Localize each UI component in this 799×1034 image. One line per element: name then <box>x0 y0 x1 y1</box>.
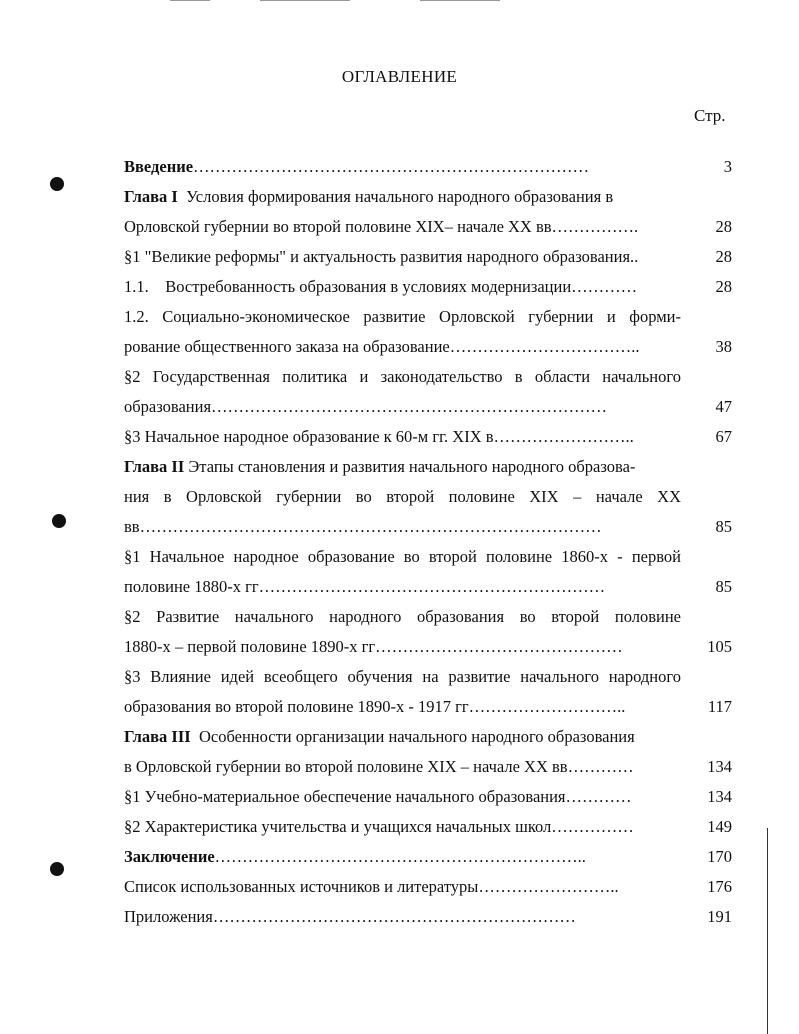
toc-entry-subsection-1-1[interactable] <box>124 272 732 302</box>
toc-entry-sources[interactable] <box>124 872 732 902</box>
toc-page-number: 38 <box>715 337 732 356</box>
toc-page-number: 85 <box>715 577 732 596</box>
toc-entry-section-3-2[interactable] <box>124 812 732 842</box>
toc-page-number: 149 <box>707 817 732 836</box>
toc-entry-text: Список использованных источников и литературы…………………….. <box>124 877 619 896</box>
toc-entry-text: образования во второй половине 1890-х - 1917 гг……………………….. <box>124 697 626 716</box>
scan-edge-line <box>767 828 768 1034</box>
toc-entry-text: §1 Начальное народное образование во второй половине 1860-х - первой <box>124 547 681 566</box>
toc-page-number: 85 <box>715 517 732 536</box>
toc-entry-text: Орловской губернии во второй половине XIX– начале XX вв……………. <box>124 217 639 236</box>
toc-entry-text: ния в Орловской губернии во второй половине XIX – начале XX <box>124 487 681 506</box>
toc-entry-text: рование общественного заказа на образование…………………………….. <box>124 337 640 356</box>
toc-page-number: 28 <box>715 277 732 296</box>
toc-entry-section-3-1[interactable] <box>124 782 732 812</box>
toc-page-number: 67 <box>715 427 732 446</box>
toc-entry-section-2-2-cont <box>124 632 732 662</box>
toc-entry-section-1-2-cont <box>124 392 732 422</box>
toc-entry-chapter-1-cont <box>124 212 732 242</box>
toc-page-number: 28 <box>715 217 732 236</box>
toc-entry-chapter-2[interactable] <box>124 452 732 482</box>
toc-page-number: 176 <box>707 877 732 896</box>
toc-entry-conclusion[interactable] <box>124 842 732 872</box>
table-of-contents <box>124 152 732 932</box>
toc-entry-text: 1880-х – первой половине 1890-х гг……………………………………… <box>124 637 623 656</box>
toc-page-number: 105 <box>707 637 732 656</box>
toc-entry-text: Этапы становления и развития начального народного образова- <box>188 457 636 476</box>
toc-page-number: 117 <box>707 697 732 716</box>
toc-entry-text: §1 "Великие реформы" и актуальность развития народного образования.. <box>124 247 639 266</box>
scan-edge-mark <box>170 0 210 1</box>
toc-entry-text: §3 Начальное народное образование к 60-м гг. XIX в…………………….. <box>124 427 634 446</box>
toc-chapter-label: Глава III <box>124 727 191 746</box>
toc-entry-text: §3 Влияние идей всеобщего обучения на развитие начального народного <box>124 667 681 686</box>
toc-page-number: 191 <box>707 907 732 926</box>
toc-entry-section-2-1[interactable] <box>124 542 732 572</box>
toc-entry-section-1-2[interactable] <box>124 362 732 392</box>
toc-entry-text: Приложения………………………………………………………… <box>124 907 576 926</box>
toc-entry-section-1-1[interactable] <box>124 242 732 272</box>
toc-page-number: 3 <box>723 157 732 176</box>
toc-entry-section-2-3-cont <box>124 692 732 722</box>
toc-page-number: 47 <box>715 397 732 416</box>
toc-entry-subsection-1-2[interactable] <box>124 302 732 332</box>
toc-entry-text: §2 Государственная политика и законодательство в области начального <box>124 367 681 386</box>
toc-entry-text: Особенности организации начального народного образования <box>198 727 635 746</box>
toc-entry-subsection-1-2-cont <box>124 332 732 362</box>
toc-page-number: 28 <box>715 247 732 266</box>
toc-entry-text: в Орловской губернии во второй половине XIX – начале XX вв………… <box>124 757 634 776</box>
toc-entry-text: образования……………………………………………………………… <box>124 397 608 416</box>
punch-hole-icon <box>52 514 66 528</box>
punch-hole-icon <box>50 177 64 191</box>
toc-entry-label: Заключение <box>124 847 215 866</box>
toc-entry-chapter-3[interactable] <box>124 722 732 752</box>
page-column-label: Стр. <box>694 106 726 125</box>
toc-page-number: 134 <box>707 757 732 776</box>
toc-entry-chapter-2-cont2 <box>124 512 732 542</box>
toc-entry-text: 1.2. Социально-экономическое развитие Орловской губернии и форми- <box>124 307 681 326</box>
toc-entry-text: вв………………………………………………………………………… <box>124 517 602 536</box>
toc-entry-text: Условия формирования начального народного образования в <box>186 187 614 206</box>
toc-entry-text: 1.1. Востребованность образования в условиях модернизации………… <box>124 277 638 296</box>
toc-chapter-label: Глава I <box>124 187 178 206</box>
toc-entry-chapter-1[interactable] <box>124 182 732 212</box>
toc-entry-chapter-3-cont <box>124 752 732 782</box>
scan-edge-mark <box>420 0 500 1</box>
toc-entry-text: половине 1880-х гг……………………………………………………… <box>124 577 606 596</box>
toc-entry-text: §2 Развитие начального народного образования во второй половине <box>124 607 681 626</box>
toc-entry-section-2-3[interactable] <box>124 662 732 692</box>
toc-entry-appendix[interactable] <box>124 902 732 932</box>
toc-page-number: 134 <box>707 787 732 806</box>
punch-hole-icon <box>50 862 64 876</box>
toc-entry-text: §2 Характеристика учительства и учащихся начальных школ…………… <box>124 817 634 836</box>
toc-entry-section-2-2[interactable] <box>124 602 732 632</box>
toc-leader: ………………………………………………………….. <box>214 847 586 866</box>
toc-entry-intro[interactable] <box>124 152 732 182</box>
toc-chapter-label: Глава II <box>124 457 185 476</box>
toc-page-number: 170 <box>707 847 732 866</box>
toc-entry-text: §1 Учебно-материальное обеспечение начального образования………… <box>124 787 632 806</box>
scan-edge-mark <box>260 0 350 1</box>
toc-entry-label: Введение <box>124 157 194 176</box>
toc-leader: ……………………………………………………………… <box>193 157 590 176</box>
toc-entry-chapter-2-cont <box>124 482 732 512</box>
toc-entry-section-2-1-cont <box>124 572 732 602</box>
toc-entry-section-1-3[interactable] <box>124 422 732 452</box>
page-title: ОГЛАВЛЕНИЕ <box>341 67 458 86</box>
